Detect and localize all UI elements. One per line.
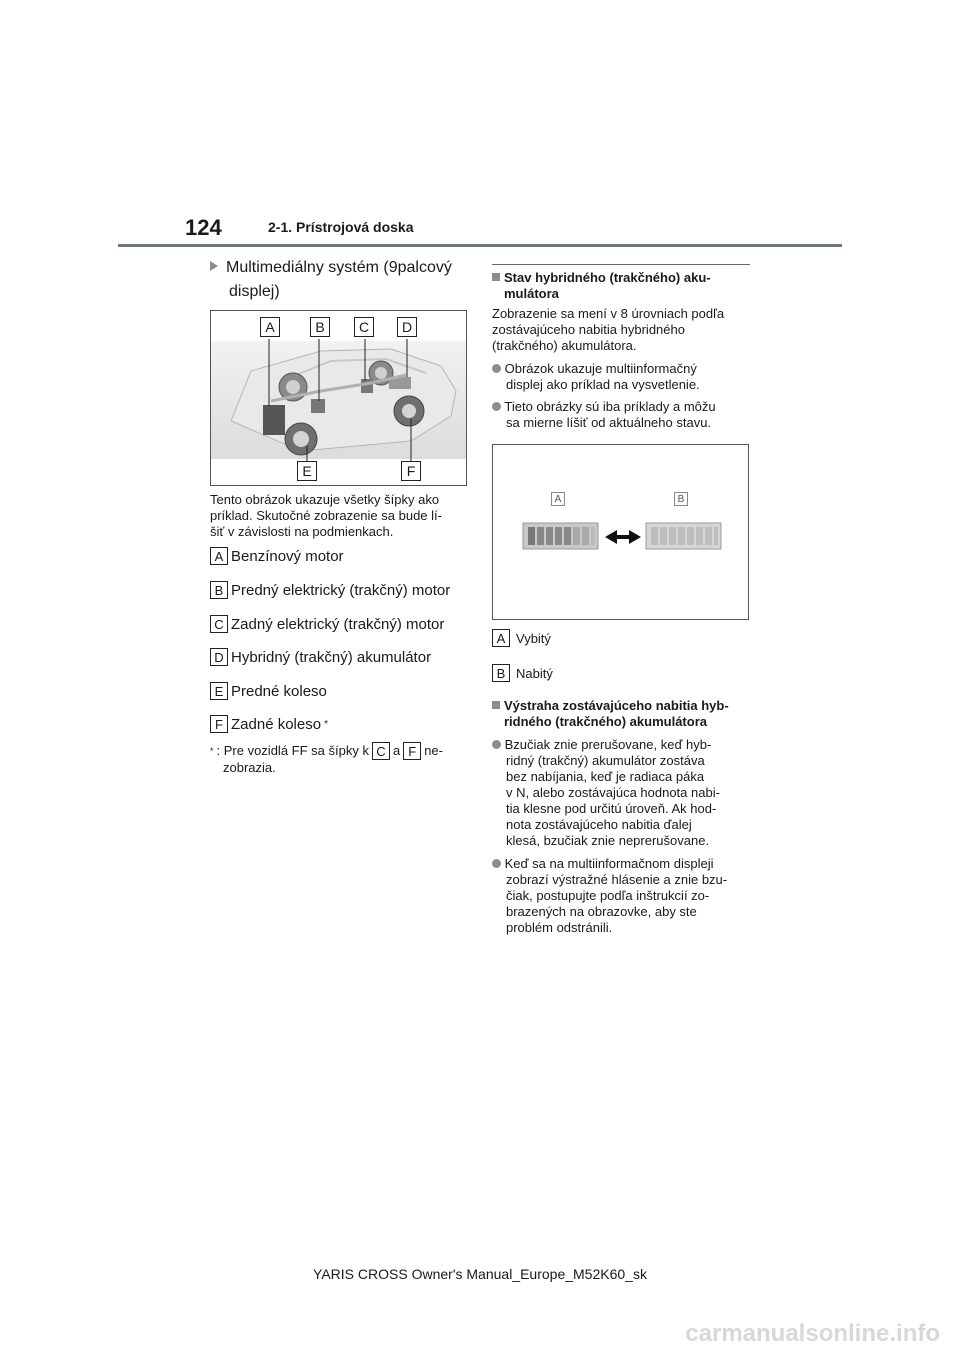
square-bullet-icon (492, 701, 500, 709)
section-rule (492, 264, 750, 265)
legend-item: E Predné koleso (210, 682, 327, 700)
page-number: 124 (185, 215, 222, 240)
left-heading: Multimediálny systém (9palcový displej) (210, 256, 452, 304)
figure-caption: Tento obrázok ukazuje všetky šípky ako príklad. Skutočné zobrazenie sa bude lí- šiť v závislosti na podmienkach. (210, 492, 442, 539)
section-title: 2-1. Prístrojová doska (268, 219, 414, 235)
circle-bullet-icon (492, 402, 501, 411)
drivetrain-figure (210, 310, 467, 486)
figure-key-a: A (551, 492, 565, 506)
header-divider (118, 244, 842, 247)
circle-bullet-icon (492, 740, 501, 749)
section-heading-battery-status: Stav hybridného (trakčného) aku- mulátora (492, 270, 754, 302)
legend-item: B Nabitý (492, 664, 553, 682)
figure-key-c: C (354, 317, 374, 337)
square-bullet-icon (492, 273, 500, 281)
footer-manual-id: YARIS CROSS Owner's Manual_Europe_M52K60_sk (313, 1266, 647, 1282)
hybrid-car-illustration (211, 311, 466, 485)
battery-arrow-illustration (493, 445, 748, 619)
figure-key-f: F (401, 461, 421, 481)
section-heading-low-charge-warning: Výstraha zostávajúceho nabitia hyb- ridného (trakčného) akumulátora (492, 698, 754, 730)
legend-item: C Zadný elektrický (trakčný) motor (210, 615, 444, 633)
legend-item: A Benzínový motor (210, 547, 344, 565)
figure-key-d: D (397, 317, 417, 337)
circle-bullet-icon (492, 859, 501, 868)
footnote: * : Pre vozidlá FF sa šípky k C a F ne- zobrazia. (210, 743, 443, 775)
circle-bullet-icon (492, 364, 501, 373)
bullet-item: Bzučiak znie prerušovane, keď hyb- ridný (trakčný) akumulátor zostáva bez nabíjania, keď je radiaca páka v N, alebo zostávajúca hodnota nabi- tia klesne pod určitú úroveň. Ak hod- nota zostávajúceho nabitia ďalej klesá, bzučiak znie neprerušovane. (492, 737, 754, 849)
battery-status-body: Zobrazenie sa mení v 8 úrovniach podľa zostávajúceho nabitia hybridného (trakčného) akumulátora. (492, 306, 725, 353)
legend-item: F Zadné koleso * (210, 715, 328, 733)
bullet-item: Keď sa na multiinformačnom displeji zobrazí výstražné hlásenie a znie bzu- čiak, postupujte podľa inštrukcií zo- brazených na obrazovke, aby ste problém odstránili. (492, 856, 754, 936)
legend-item: A Vybitý (492, 629, 551, 647)
triangle-bullet-icon (210, 261, 218, 271)
bullet-item: Tieto obrázky sú iba príklady a môžu sa mierne líšiť od aktuálneho stavu. (492, 399, 754, 431)
bullet-item: Obrázok ukazuje multiinformačný displej ako príklad na vysvetlenie. (492, 361, 754, 393)
battery-level-figure (492, 444, 749, 620)
figure-key-b: B (310, 317, 330, 337)
figure-key-b: B (674, 492, 688, 506)
figure-key-e: E (297, 461, 317, 481)
legend-item: D Hybridný (trakčný) akumulátor (210, 648, 431, 666)
watermark: carmanualsonline.info (685, 1320, 940, 1347)
figure-key-a: A (260, 317, 280, 337)
legend-item: B Predný elektrický (trakčný) motor (210, 581, 450, 599)
